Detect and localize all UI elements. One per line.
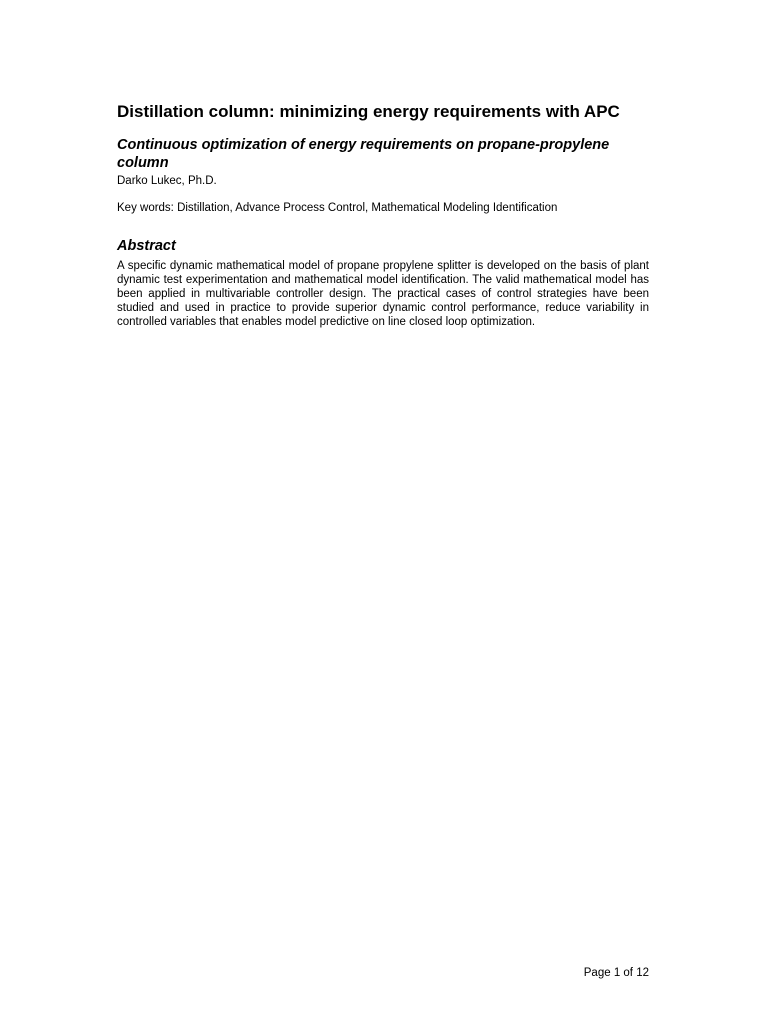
paper-title: Distillation column: minimizing energy requirements with APC <box>117 102 620 121</box>
page-content <box>117 101 649 329</box>
keywords-line: Key words: Distillation, Advance Process Control, Mathematical Modeling Identification <box>117 202 558 214</box>
abstract-body: A specific dynamic mathematical model of propane propylene splitter is developed on the basis of plant dynamic test experimentation and mathematical model identification. The valid mathematical model has been applied in multivariable controller design. The practical cases of control strategies have been studied and used in practice to provide superior dynamic control performance, reduce variability in controlled variables that enables model predictive on line closed loop optimization. <box>117 260 649 328</box>
author-line: Darko Lukec, Ph.D. <box>117 175 217 187</box>
page-number: Page 1 of 12 <box>583 967 649 979</box>
abstract-heading: Abstract <box>117 238 176 254</box>
paper-subtitle: Continuous optimization of energy requirements on propane-propylene column <box>117 137 610 171</box>
